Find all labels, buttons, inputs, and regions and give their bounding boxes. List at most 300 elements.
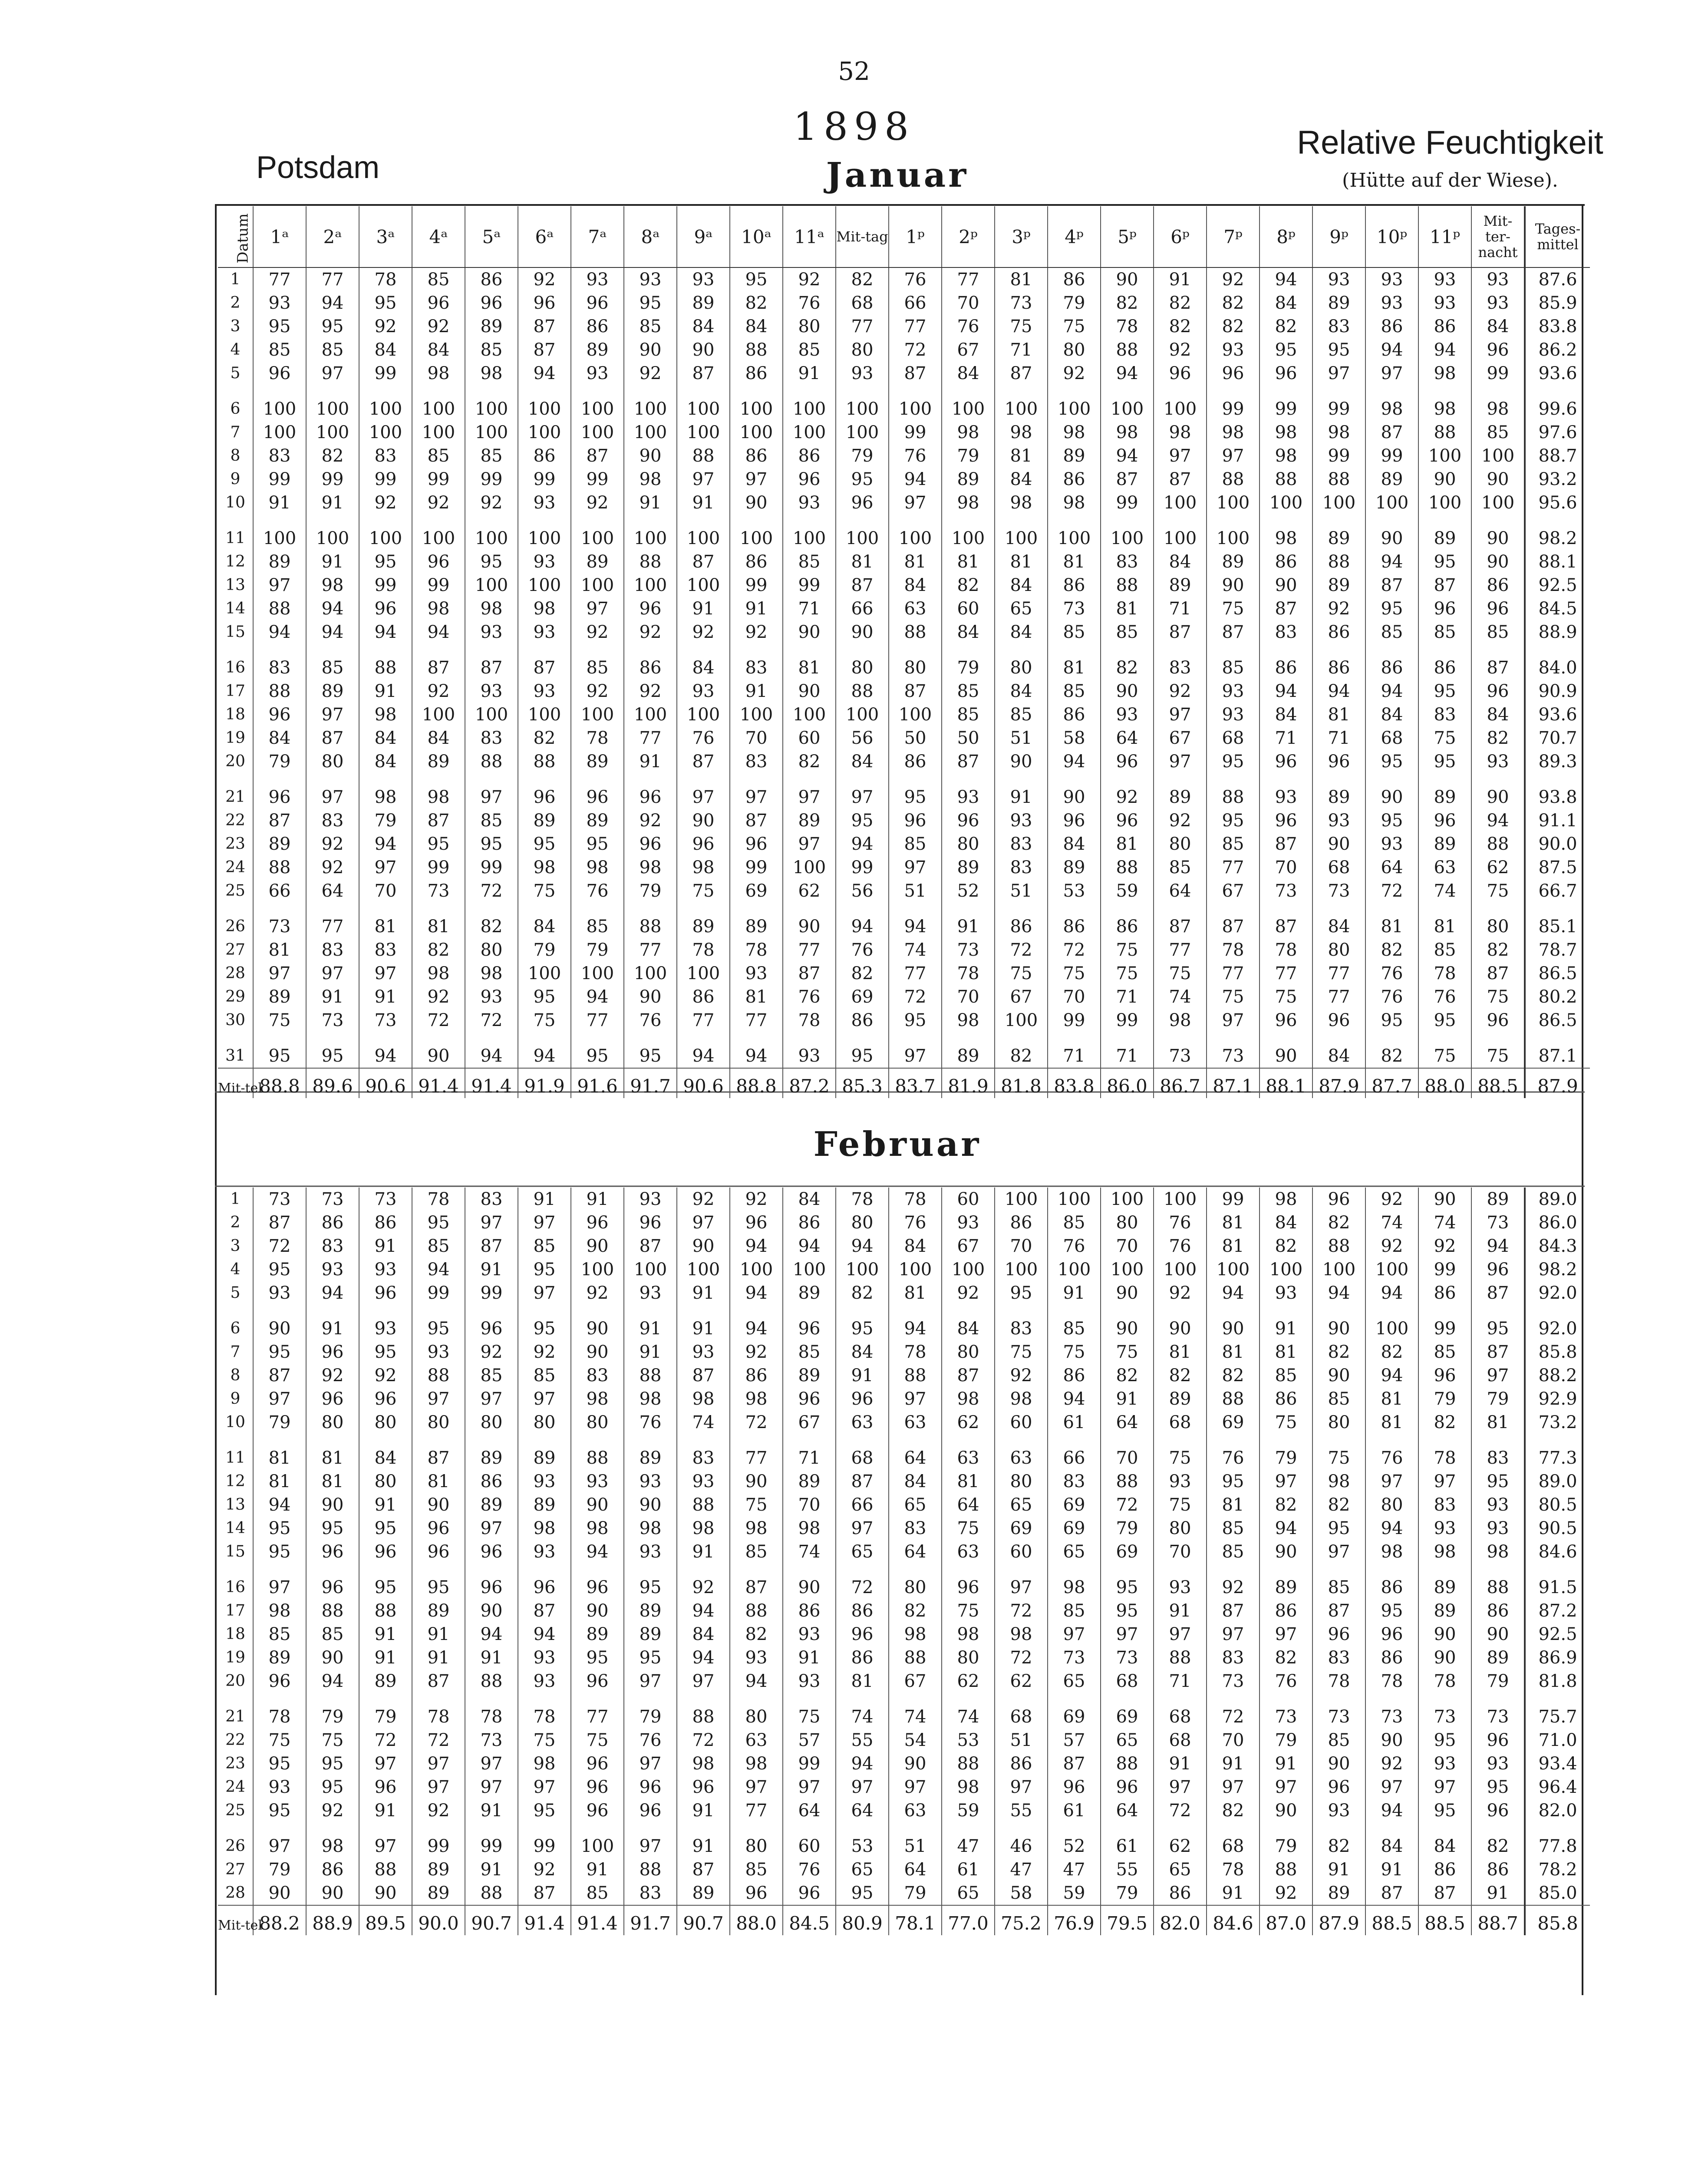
value-cell: 91 <box>253 491 306 515</box>
value-cell: 82 <box>1418 1411 1471 1434</box>
table-row <box>218 1752 1590 1775</box>
value-cell: 81 <box>412 903 465 938</box>
value-cell: 62 <box>942 1411 995 1434</box>
value-cell: 76 <box>624 1729 677 1752</box>
value-cell: 96 <box>1101 750 1154 773</box>
value-cell: 68 <box>1365 726 1418 750</box>
value-cell: 73 <box>1154 1032 1207 1068</box>
value-cell: 99 <box>1365 444 1418 468</box>
value-cell: 86 <box>1365 315 1418 338</box>
value-cell: 79 <box>1471 1669 1525 1693</box>
table-row <box>218 491 1590 515</box>
value-cell: 60 <box>783 726 836 750</box>
value-cell: 70 <box>995 1234 1048 1258</box>
value-cell: 95 <box>1365 809 1418 832</box>
table-row <box>218 1493 1590 1517</box>
mean-value-cell: 87.9 <box>1312 1905 1365 1935</box>
day-cell: 7 <box>230 423 241 441</box>
value-cell: 76 <box>783 1858 836 1881</box>
value-cell: 97 <box>889 1775 942 1799</box>
value-cell: 93 <box>1312 809 1365 832</box>
value-cell: 87 <box>677 1364 730 1387</box>
value-cell: 70 <box>1101 1434 1154 1470</box>
daily-mean-cell: 86.0 <box>1525 1211 1590 1234</box>
value-cell: 92 <box>465 491 518 515</box>
value-cell: 87 <box>412 809 465 832</box>
value-cell: 89 <box>942 1032 995 1068</box>
value-cell: 75 <box>1418 726 1471 750</box>
value-cell: 76 <box>1418 985 1471 1009</box>
value-cell: 92 <box>412 1799 465 1822</box>
header-hour-12: Mit-tag <box>836 206 889 267</box>
value-cell: 84 <box>1471 315 1525 338</box>
daily-mean-cell: 87.6 <box>1525 267 1590 291</box>
value-cell: 98 <box>995 1387 1048 1411</box>
value-cell: 91 <box>465 1858 518 1881</box>
value-cell: 82 <box>306 444 359 468</box>
value-cell: 85 <box>518 1364 571 1387</box>
value-cell: 83 <box>253 444 306 468</box>
value-cell: 60 <box>942 1188 995 1211</box>
header-daily-mean: Tages-mittel <box>1525 206 1590 267</box>
value-cell: 89 <box>518 809 571 832</box>
value-cell: 95 <box>836 1305 889 1340</box>
value-cell: 87 <box>1154 468 1207 491</box>
value-cell: 88 <box>1312 468 1365 491</box>
value-cell: 89 <box>518 1434 571 1470</box>
value-cell: 81 <box>306 1470 359 1493</box>
value-cell: 95 <box>1207 750 1260 773</box>
mean-value-cell: 88.0 <box>730 1905 783 1935</box>
value-cell: 97 <box>783 773 836 809</box>
value-cell: 68 <box>1154 1411 1207 1434</box>
value-cell: 100 <box>412 421 465 444</box>
day-cell: 17 <box>225 682 245 700</box>
value-cell: 70 <box>783 1493 836 1517</box>
value-cell: 55 <box>995 1799 1048 1822</box>
value-cell: 96 <box>836 1387 889 1411</box>
value-cell: 86 <box>783 1211 836 1234</box>
value-cell: 82 <box>1101 644 1154 680</box>
value-cell: 51 <box>889 1822 942 1858</box>
value-cell: 96 <box>1312 750 1365 773</box>
value-cell: 95 <box>836 468 889 491</box>
day-cell: 4 <box>230 1260 241 1278</box>
value-cell: 91 <box>783 362 836 385</box>
day-cell: 6 <box>230 400 241 418</box>
value-cell: 99 <box>1101 1009 1154 1032</box>
day-cell: 8 <box>230 1366 241 1384</box>
value-cell: 92 <box>624 620 677 644</box>
daily-mean-cell: 77.8 <box>1525 1822 1590 1858</box>
value-cell: 92 <box>677 1564 730 1599</box>
value-cell: 98 <box>359 703 412 726</box>
header-hour-22: 10ᵖ <box>1365 206 1418 267</box>
value-cell: 100 <box>1207 515 1260 550</box>
value-cell: 98 <box>412 773 465 809</box>
value-cell: 94 <box>412 620 465 644</box>
value-cell: 100 <box>783 385 836 421</box>
table-row <box>218 1411 1590 1434</box>
header-hour-9: 9ᵃ <box>677 206 730 267</box>
value-cell: 86 <box>1260 1599 1312 1623</box>
value-cell: 80 <box>889 644 942 680</box>
value-cell: 92 <box>1365 1752 1418 1775</box>
value-cell: 82 <box>1312 1822 1365 1858</box>
value-cell: 89 <box>571 750 624 773</box>
value-cell: 79 <box>1418 1387 1471 1411</box>
value-cell: 90 <box>1365 1729 1418 1752</box>
value-cell: 100 <box>1101 385 1154 421</box>
mean-value-cell: 80.9 <box>836 1905 889 1935</box>
day-cell: 6 <box>230 1320 241 1337</box>
value-cell: 84 <box>1260 1211 1312 1234</box>
value-cell: 83 <box>730 750 783 773</box>
value-cell: 89 <box>1418 1564 1471 1599</box>
value-cell: 93 <box>253 1775 306 1799</box>
value-cell: 95 <box>1418 1799 1471 1822</box>
value-cell: 96 <box>1312 1009 1365 1032</box>
table-row <box>218 1693 1590 1729</box>
value-cell: 96 <box>1471 1258 1525 1281</box>
value-cell: 90 <box>677 338 730 362</box>
value-cell: 70 <box>359 879 412 903</box>
value-cell: 84 <box>1365 703 1418 726</box>
value-cell: 87 <box>677 750 730 773</box>
value-cell: 100 <box>677 421 730 444</box>
day-cell: 12 <box>225 1472 245 1490</box>
value-cell: 100 <box>412 385 465 421</box>
value-cell: 98 <box>1048 421 1101 444</box>
value-cell: 94 <box>359 620 412 644</box>
value-cell: 94 <box>306 291 359 315</box>
value-cell: 93 <box>1418 267 1471 291</box>
mean-value-cell: 91.9 <box>518 1068 571 1098</box>
value-cell: 78 <box>889 1188 942 1211</box>
value-cell: 86 <box>995 1211 1048 1234</box>
value-cell: 83 <box>1471 1434 1525 1470</box>
value-cell: 95 <box>995 1281 1048 1305</box>
value-cell: 90 <box>571 1340 624 1364</box>
value-cell: 78 <box>942 962 995 985</box>
value-cell: 86 <box>1471 1858 1525 1881</box>
value-cell: 82 <box>1207 1799 1260 1822</box>
value-cell: 76 <box>783 291 836 315</box>
value-cell: 89 <box>1260 1564 1312 1599</box>
value-cell: 97 <box>836 1517 889 1540</box>
value-cell: 100 <box>465 703 518 726</box>
value-cell: 98 <box>1418 385 1471 421</box>
value-cell: 99 <box>359 468 412 491</box>
value-cell: 80 <box>995 1470 1048 1493</box>
value-cell: 80 <box>783 315 836 338</box>
mean-value-cell: 75.2 <box>995 1905 1048 1935</box>
header-datum: Datum <box>218 206 253 267</box>
value-cell: 55 <box>1101 1858 1154 1881</box>
overall-mean-cell: 87.9 <box>1525 1068 1590 1098</box>
value-cell: 90 <box>1101 680 1154 703</box>
value-cell: 96 <box>1260 1009 1312 1032</box>
value-cell: 93 <box>783 1669 836 1693</box>
daily-mean-cell: 92.5 <box>1525 1623 1590 1646</box>
day-cell: 5 <box>230 1284 241 1302</box>
value-cell: 72 <box>412 1729 465 1752</box>
value-cell: 98 <box>1101 421 1154 444</box>
value-cell: 90 <box>1418 1646 1471 1669</box>
value-cell: 92 <box>1260 1881 1312 1905</box>
value-cell: 90 <box>783 903 836 938</box>
value-cell: 84 <box>995 680 1048 703</box>
value-cell: 98 <box>465 962 518 985</box>
value-cell: 89 <box>942 468 995 491</box>
value-cell: 98 <box>677 1752 730 1775</box>
value-cell: 96 <box>942 809 995 832</box>
value-cell: 87 <box>1365 574 1418 597</box>
value-cell: 91 <box>359 1799 412 1822</box>
value-cell: 99 <box>783 1752 836 1775</box>
value-cell: 100 <box>1207 1258 1260 1281</box>
value-cell: 84 <box>253 726 306 750</box>
value-cell: 100 <box>1418 491 1471 515</box>
february-body <box>218 1188 1590 1935</box>
value-cell: 98 <box>995 421 1048 444</box>
value-cell: 88 <box>889 1364 942 1387</box>
mean-value-cell: 89.6 <box>306 1068 359 1098</box>
value-cell: 97 <box>677 1211 730 1234</box>
value-cell: 92 <box>306 856 359 879</box>
value-cell: 88 <box>465 1881 518 1905</box>
value-cell: 95 <box>412 832 465 856</box>
value-cell: 93 <box>783 1032 836 1068</box>
value-cell: 100 <box>518 574 571 597</box>
mean-value-cell: 88.8 <box>253 1068 306 1098</box>
value-cell: 94 <box>783 1234 836 1258</box>
value-cell: 85 <box>624 315 677 338</box>
value-cell: 91 <box>783 1646 836 1669</box>
value-cell: 94 <box>306 1281 359 1305</box>
value-cell: 96 <box>624 1799 677 1822</box>
mean-value-cell: 88.0 <box>1418 1068 1471 1098</box>
value-cell: 88 <box>359 1858 412 1881</box>
value-cell: 83 <box>1154 644 1207 680</box>
value-cell: 64 <box>783 1799 836 1822</box>
value-cell: 90 <box>730 1470 783 1493</box>
daily-mean-cell: 92.9 <box>1525 1387 1590 1411</box>
value-cell: 100 <box>253 515 306 550</box>
value-cell: 64 <box>306 879 359 903</box>
value-cell: 89 <box>571 1623 624 1646</box>
value-cell: 59 <box>1101 879 1154 903</box>
value-cell: 80 <box>730 1822 783 1858</box>
daily-mean-cell: 99.6 <box>1525 385 1590 421</box>
day-cell: 25 <box>225 1801 245 1819</box>
table-row <box>218 1387 1590 1411</box>
value-cell: 96 <box>253 1669 306 1693</box>
value-cell: 84 <box>836 750 889 773</box>
value-cell: 81 <box>412 1470 465 1493</box>
day-cell: 11 <box>225 1449 245 1467</box>
value-cell: 66 <box>1048 1434 1101 1470</box>
value-cell: 98 <box>465 362 518 385</box>
value-cell: 99 <box>1048 1009 1101 1032</box>
value-cell: 70 <box>1207 1729 1260 1752</box>
value-cell: 100 <box>1312 491 1365 515</box>
value-cell: 91 <box>1207 1881 1260 1905</box>
value-cell: 63 <box>889 1411 942 1434</box>
value-cell: 87 <box>571 444 624 468</box>
day-cell: 18 <box>225 706 245 723</box>
value-cell: 72 <box>730 1411 783 1434</box>
value-cell: 79 <box>253 1411 306 1434</box>
value-cell: 97 <box>730 773 783 809</box>
day-cell: 14 <box>225 600 245 617</box>
value-cell: 71 <box>1154 597 1207 620</box>
value-cell: 95 <box>253 1517 306 1540</box>
value-cell: 88 <box>1207 773 1260 809</box>
value-cell: 97 <box>995 1564 1048 1599</box>
value-cell: 93 <box>1471 291 1525 315</box>
value-cell: 91 <box>1260 1752 1312 1775</box>
value-cell: 82 <box>730 1623 783 1646</box>
value-cell: 97 <box>465 1517 518 1540</box>
value-cell: 80 <box>942 832 995 856</box>
value-cell: 100 <box>942 385 995 421</box>
value-cell: 77 <box>730 1434 783 1470</box>
value-cell: 88 <box>253 680 306 703</box>
value-cell: 90 <box>1418 468 1471 491</box>
day-cell: 24 <box>225 858 245 876</box>
value-cell: 100 <box>995 1258 1048 1281</box>
daily-mean-cell: 96.4 <box>1525 1775 1590 1799</box>
value-cell: 100 <box>1471 444 1525 468</box>
mean-value-cell: 87.1 <box>1207 1068 1260 1098</box>
value-cell: 89 <box>412 1599 465 1623</box>
value-cell: 93 <box>677 267 730 291</box>
value-cell: 89 <box>412 1858 465 1881</box>
value-cell: 81 <box>889 550 942 574</box>
daily-mean-cell: 88.2 <box>1525 1364 1590 1387</box>
value-cell: 81 <box>1365 903 1418 938</box>
value-cell: 89 <box>253 1646 306 1669</box>
value-cell: 86 <box>783 444 836 468</box>
value-cell: 92 <box>624 680 677 703</box>
value-cell: 98 <box>677 1387 730 1411</box>
value-cell: 94 <box>730 1281 783 1305</box>
value-cell: 84 <box>412 338 465 362</box>
value-cell: 82 <box>889 1599 942 1623</box>
value-cell: 91 <box>571 1858 624 1881</box>
value-cell: 97 <box>253 574 306 597</box>
value-cell: 70 <box>1101 1234 1154 1258</box>
value-cell: 74 <box>1418 1211 1471 1234</box>
value-cell: 86 <box>1260 644 1312 680</box>
value-cell: 91 <box>1312 1858 1365 1881</box>
header-hour-16: 4ᵖ <box>1048 206 1101 267</box>
day-cell: 16 <box>225 1578 245 1596</box>
value-cell: 77 <box>889 962 942 985</box>
value-cell: 94 <box>836 832 889 856</box>
value-cell: 85 <box>1101 620 1154 644</box>
value-cell: 96 <box>730 832 783 856</box>
value-cell: 66 <box>836 1493 889 1517</box>
table-row <box>218 750 1590 773</box>
value-cell: 92 <box>571 620 624 644</box>
value-cell: 78 <box>889 1340 942 1364</box>
value-cell: 100 <box>995 1188 1048 1211</box>
value-cell: 95 <box>253 1752 306 1775</box>
value-cell: 97 <box>1260 1470 1312 1493</box>
value-cell: 54 <box>889 1729 942 1752</box>
value-cell: 100 <box>942 515 995 550</box>
value-cell: 64 <box>1365 856 1418 879</box>
value-cell: 82 <box>1312 1211 1365 1234</box>
value-cell: 65 <box>836 1540 889 1564</box>
table-row <box>218 1305 1590 1340</box>
value-cell: 94 <box>677 1646 730 1669</box>
value-cell: 78 <box>677 938 730 962</box>
value-cell: 83 <box>1418 1493 1471 1517</box>
value-cell: 82 <box>1260 1493 1312 1517</box>
value-cell: 90 <box>571 1305 624 1340</box>
day-cell: 18 <box>225 1625 245 1643</box>
value-cell: 96 <box>571 291 624 315</box>
value-cell: 81 <box>359 903 412 938</box>
value-cell: 76 <box>677 726 730 750</box>
value-cell: 93 <box>359 1305 412 1340</box>
table-row <box>218 1564 1590 1599</box>
value-cell: 68 <box>1312 856 1365 879</box>
value-cell: 84 <box>359 726 412 750</box>
value-cell: 51 <box>995 1729 1048 1752</box>
value-cell: 95 <box>1101 1564 1154 1599</box>
daily-mean-cell: 82.0 <box>1525 1799 1590 1822</box>
value-cell: 97 <box>677 468 730 491</box>
value-cell: 91 <box>359 1623 412 1646</box>
value-cell: 84 <box>412 726 465 750</box>
value-cell: 84 <box>889 1470 942 1493</box>
value-cell: 96 <box>571 1775 624 1799</box>
value-cell: 80 <box>730 1693 783 1729</box>
value-cell: 63 <box>1418 856 1471 879</box>
mean-label: Mit-tel <box>218 1068 253 1098</box>
value-cell: 58 <box>995 1881 1048 1905</box>
value-cell: 97 <box>677 1669 730 1693</box>
value-cell: 75 <box>942 1599 995 1623</box>
value-cell: 93 <box>465 620 518 644</box>
value-cell: 88 <box>306 1599 359 1623</box>
value-cell: 76 <box>889 1211 942 1234</box>
value-cell: 100 <box>571 574 624 597</box>
mean-value-cell: 89.5 <box>359 1905 412 1935</box>
header-hour-3: 3ᵃ <box>359 206 412 267</box>
value-cell: 85 <box>1048 1305 1101 1340</box>
value-cell: 78 <box>1365 1669 1418 1693</box>
value-cell: 71 <box>783 597 836 620</box>
mean-value-cell: 88.1 <box>1260 1068 1312 1098</box>
value-cell: 71 <box>1048 1032 1101 1068</box>
value-cell: 75 <box>1260 985 1312 1009</box>
value-cell: 86 <box>730 444 783 468</box>
value-cell: 84 <box>677 1623 730 1646</box>
value-cell: 92 <box>1154 338 1207 362</box>
value-cell: 72 <box>677 1729 730 1752</box>
value-cell: 92 <box>1101 773 1154 809</box>
value-cell: 87 <box>1312 1599 1365 1623</box>
value-cell: 77 <box>1312 985 1365 1009</box>
value-cell: 85 <box>571 644 624 680</box>
day-cell: 31 <box>225 1047 245 1065</box>
value-cell: 82 <box>465 903 518 938</box>
